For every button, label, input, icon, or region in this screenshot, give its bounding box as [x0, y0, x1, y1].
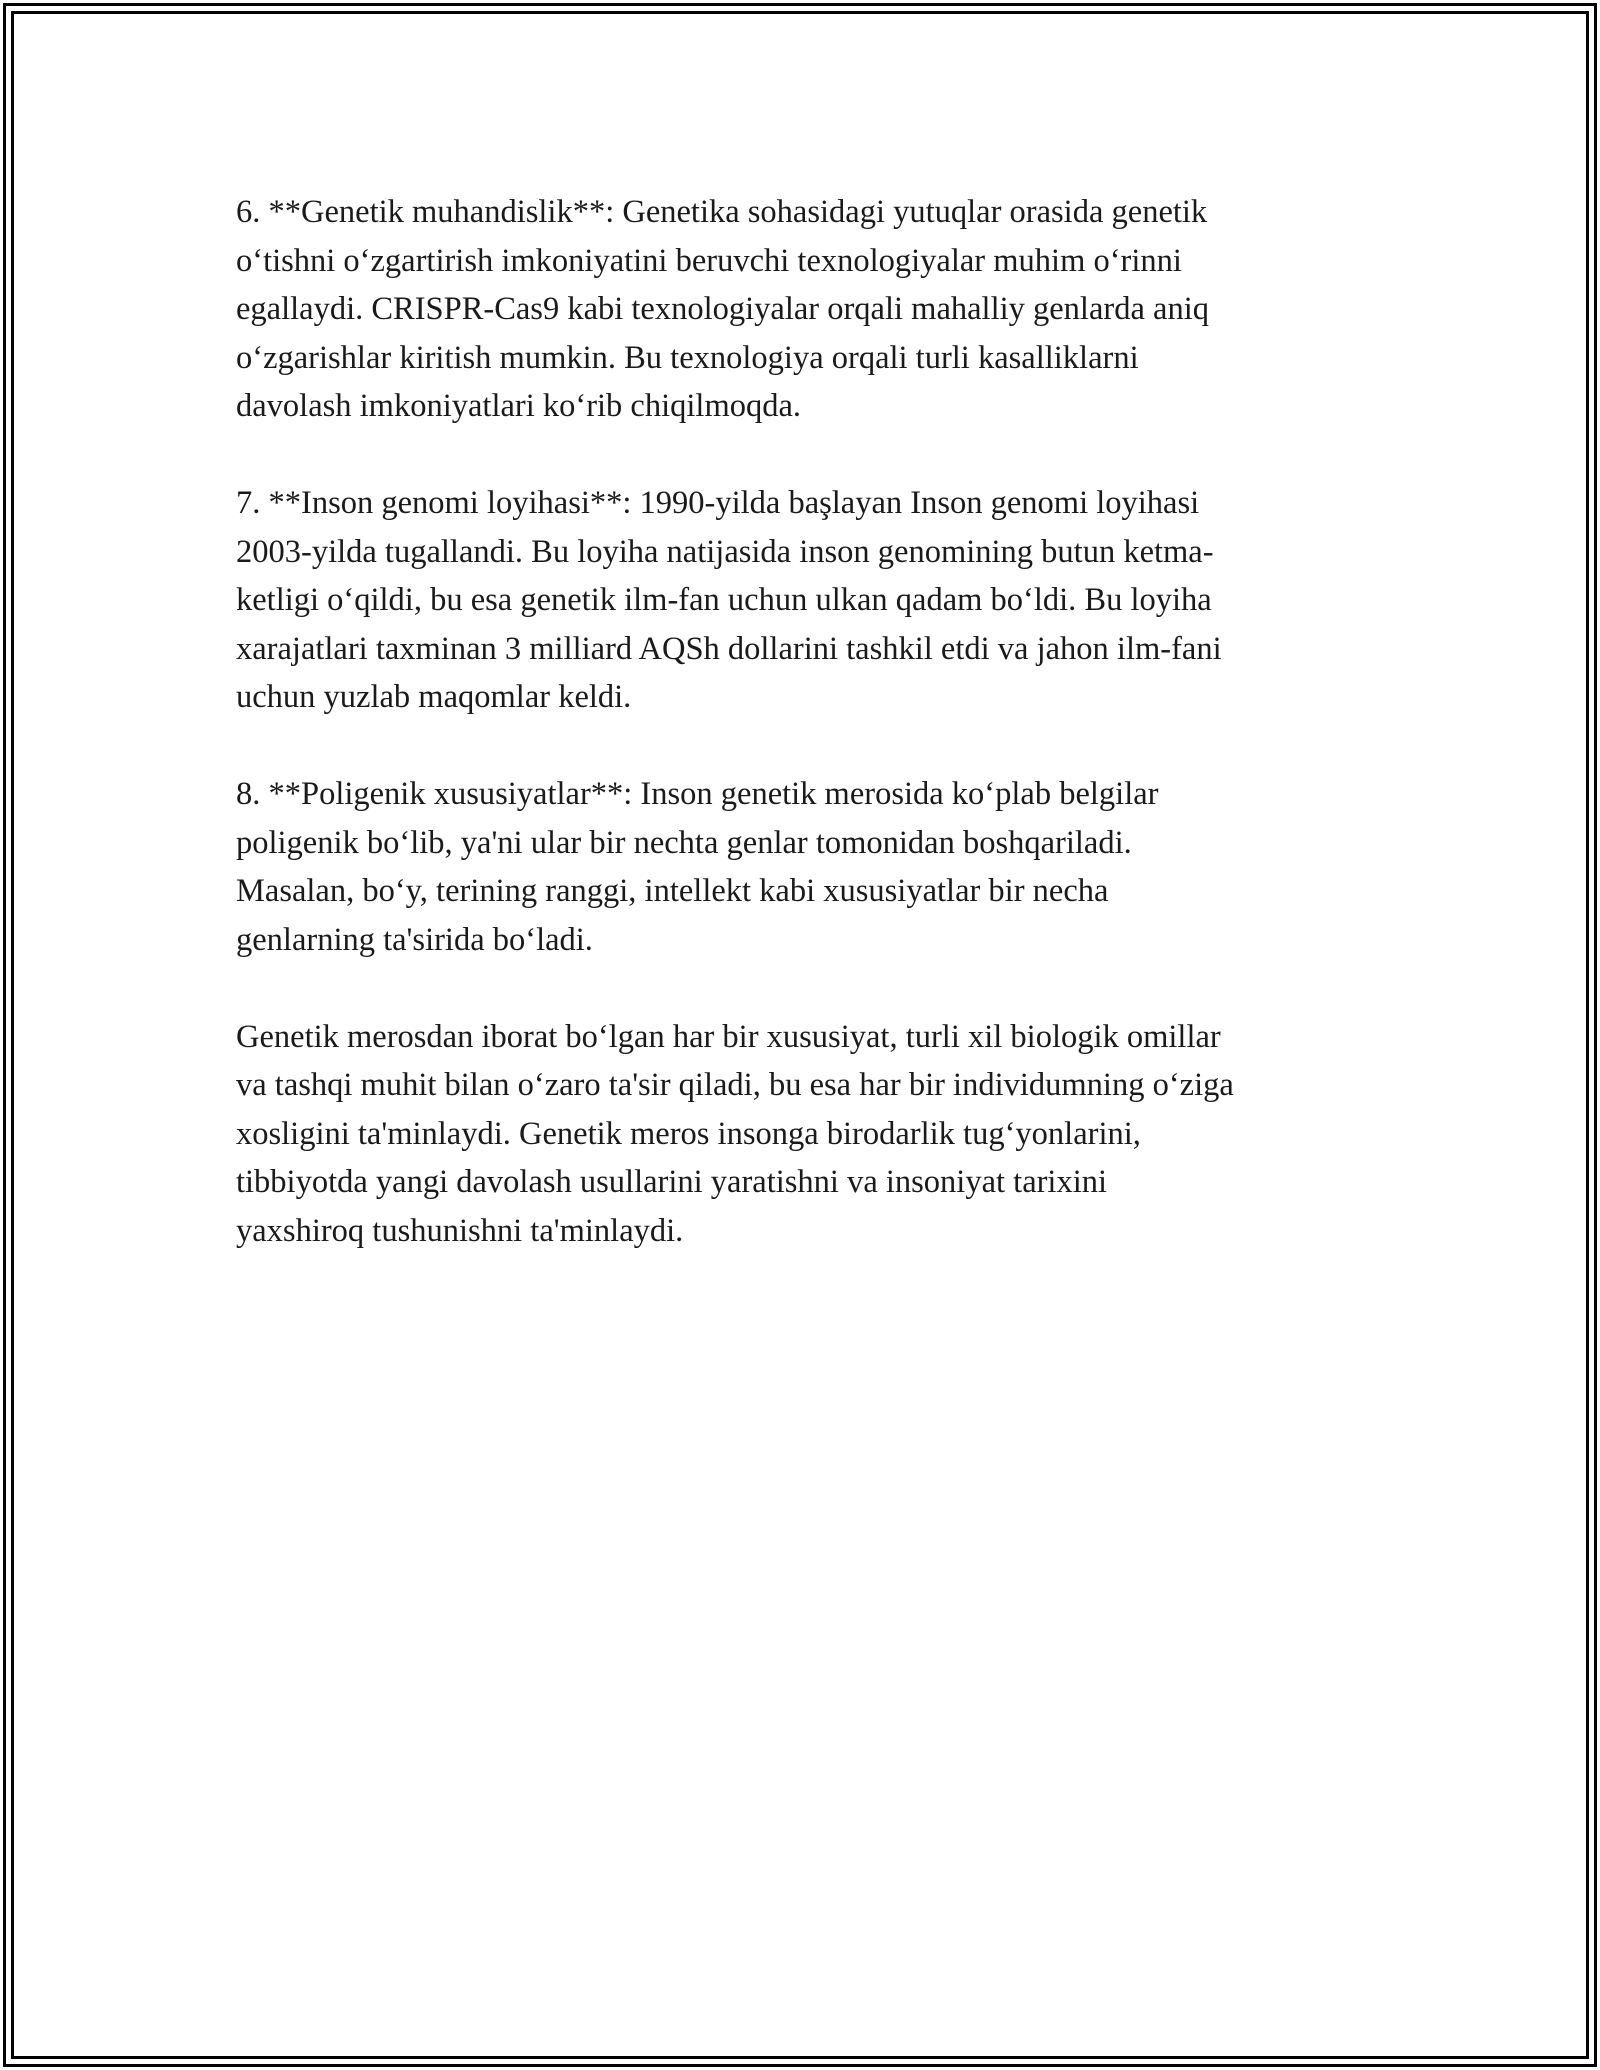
text-line: yaxshiroq tushunishni ta'minlaydi.	[236, 1212, 684, 1249]
text-line: uchun yuzlab maqomlar keldi.	[236, 679, 632, 715]
text-line: o‘zgarishlar kiritish mumkin. Bu texnologiya orqali turli kasalliklarni	[236, 339, 1139, 376]
text-line: tibbiyotda yangi davolash usullarini yaratishni va insoniyat tarixini	[236, 1164, 1108, 1200]
text-line: Genetik merosdan iborat bo‘lgan har bir xususiyat, turli xil biologik omillar	[236, 1018, 1221, 1055]
text-line: 8. **Poligenik xususiyatlar**: Inson genetik merosida ko‘plab belgilar	[236, 776, 1159, 812]
text-line: 7. **Inson genomi loyihasi**: 1990-yilda başlayan Inson genomi loyihasi	[236, 485, 1200, 521]
text-line: 2003-yilda tugallandi. Bu loyiha natijasida inson genomining butun ketma-	[236, 533, 1214, 570]
text-line: va tashqi muhit bilan o‘zaro ta'sir qiladi, bu esa har bir individumning o‘ziga	[236, 1067, 1234, 1103]
text-line: 6. **Genetik muhandislik**: Genetika sohasidagi yutuqlar orasida genetik	[236, 194, 1208, 230]
paragraph-human-genome-project	[236, 479, 1386, 722]
text-line: o‘tishni o‘zgartirish imkoniyatini beruvchi texnologiyalar muhim o‘rinni	[236, 242, 1182, 279]
text-line: egallaydi. CRISPR-Cas9 kabi texnologiyalar orqali mahalliy genlarda aniq	[236, 291, 1209, 327]
document-body	[236, 188, 1386, 1304]
text-line: ketligi o‘qildi, bu esa genetik ilm-fan uchun ulkan qadam bo‘ldi. Bu loyiha	[236, 582, 1212, 618]
text-line: genlarning ta'sirida bo‘ladi.	[236, 921, 593, 958]
paragraph-conclusion	[236, 1013, 1386, 1256]
text-line: xosligini ta'minlaydi. Genetik meros insonga birodarlik tug‘yonlarini,	[236, 1115, 1141, 1152]
text-line: davolash imkoniyatlari ko‘rib chiqilmoqda.	[236, 388, 802, 424]
text-line: poligenik bo‘lib, ya'ni ular bir nechta genlar tomonidan boshqariladi.	[236, 824, 1132, 861]
paragraph-polygenic-traits	[236, 770, 1386, 964]
text-line: Masalan, bo‘y, terining ranggi, intellekt kabi xususiyatlar bir necha	[236, 873, 1109, 909]
text-line: xarajatlari taxminan 3 milliard AQSh dollarini tashkil etdi va jahon ilm-fani	[236, 630, 1222, 667]
paragraph-genetic-engineering	[236, 188, 1386, 431]
